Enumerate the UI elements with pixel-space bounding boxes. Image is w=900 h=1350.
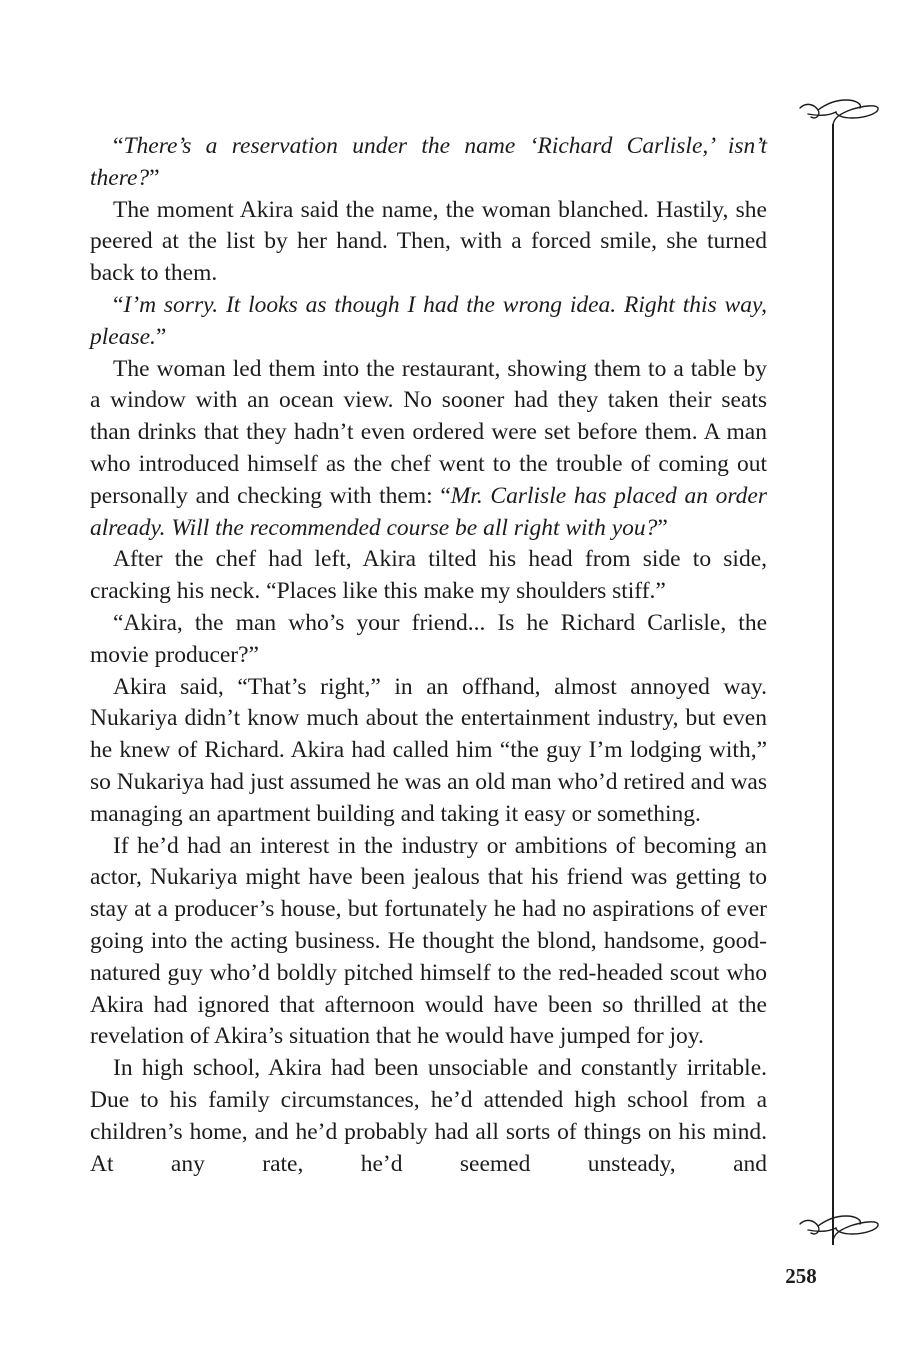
top-flourish-icon bbox=[800, 100, 878, 126]
paragraph-7: Akira said, “That’s right,” in an offhand, almost annoyed way. Nukariya didn’t know much about the entertainment industry, but even he knew of Richard. Akira had called him “the guy I’m lodging with,” so Nukariya had just assumed he was an old man who’d retired and was managing an apartment building and taking it easy or something. bbox=[90, 673, 767, 827]
paragraph-3: “I’m sorry. It looks as though I had the wrong idea. Right this way, please.” bbox=[90, 291, 767, 350]
bottom-flourish-icon bbox=[800, 1216, 878, 1242]
paragraph-2: The moment Akira said the name, the woman blanched. Hastily, she peered at the list by her hand. Then, with a forced smile, she turned back to them. bbox=[90, 196, 767, 287]
paragraph-6: “Akira, the man who’s your friend... Is he Richard Carlisle, the movie producer?” bbox=[90, 609, 767, 668]
paragraph-8: If he’d had an interest in the industry or ambitions of becoming an actor, Nukariya might have been jealous that his friend was getting to stay at a producer’s house, but fortunately he had no aspirations of ever going into the acting business. He thought the blond, handsome, good-natured guy who’d boldly pitched himself to the red-headed scout who Akira had ignored that afternoon would have been so thrilled at the revelation of Akira’s situation that he would have jumped for joy. bbox=[90, 832, 767, 1050]
italic-dialogue: Mr. Carlisle has placed an order already. Will the recommended course be all right with you? bbox=[90, 482, 768, 541]
paragraph-9: In high school, Akira had been unsociable and constantly irritable. Due to his family circumstances, he’d attended high school from a children’s home, and he’d probably had all sorts of things on his mind. At any rate, he’d seemed unsteady, and bbox=[90, 1055, 767, 1177]
paragraph-4: The woman led them into the restaurant, showing them to a table by a window with an ocean view. No sooner had they taken their seats than drinks that they hadn’t even ordered were set before them. A man who introduced himself as the chef went to the trouble of coming out personally and checking with them: “Mr. Carlisle has placed an order already. Will the recommended course be all right with you?” bbox=[90, 355, 768, 541]
paragraph-1: “There’s a reservation under the name ‘Richard Carlisle,’ isn’t there?” bbox=[90, 133, 767, 191]
paragraph-5: After the chef had left, Akira tilted his head from side to side, cracking his neck. “Places like this make my shoulders stiff.” bbox=[90, 546, 767, 605]
page-number: 258 bbox=[785, 1264, 817, 1288]
margin-ornament bbox=[780, 80, 880, 1280]
body-text bbox=[90, 131, 767, 1180]
italic-dialogue: There’s a reservation under the name ‘Richard Carlisle,’ isn’t there? bbox=[90, 133, 767, 191]
italic-dialogue: I’m sorry. It looks as though I had the wrong idea. Right this way, please. bbox=[90, 291, 767, 350]
